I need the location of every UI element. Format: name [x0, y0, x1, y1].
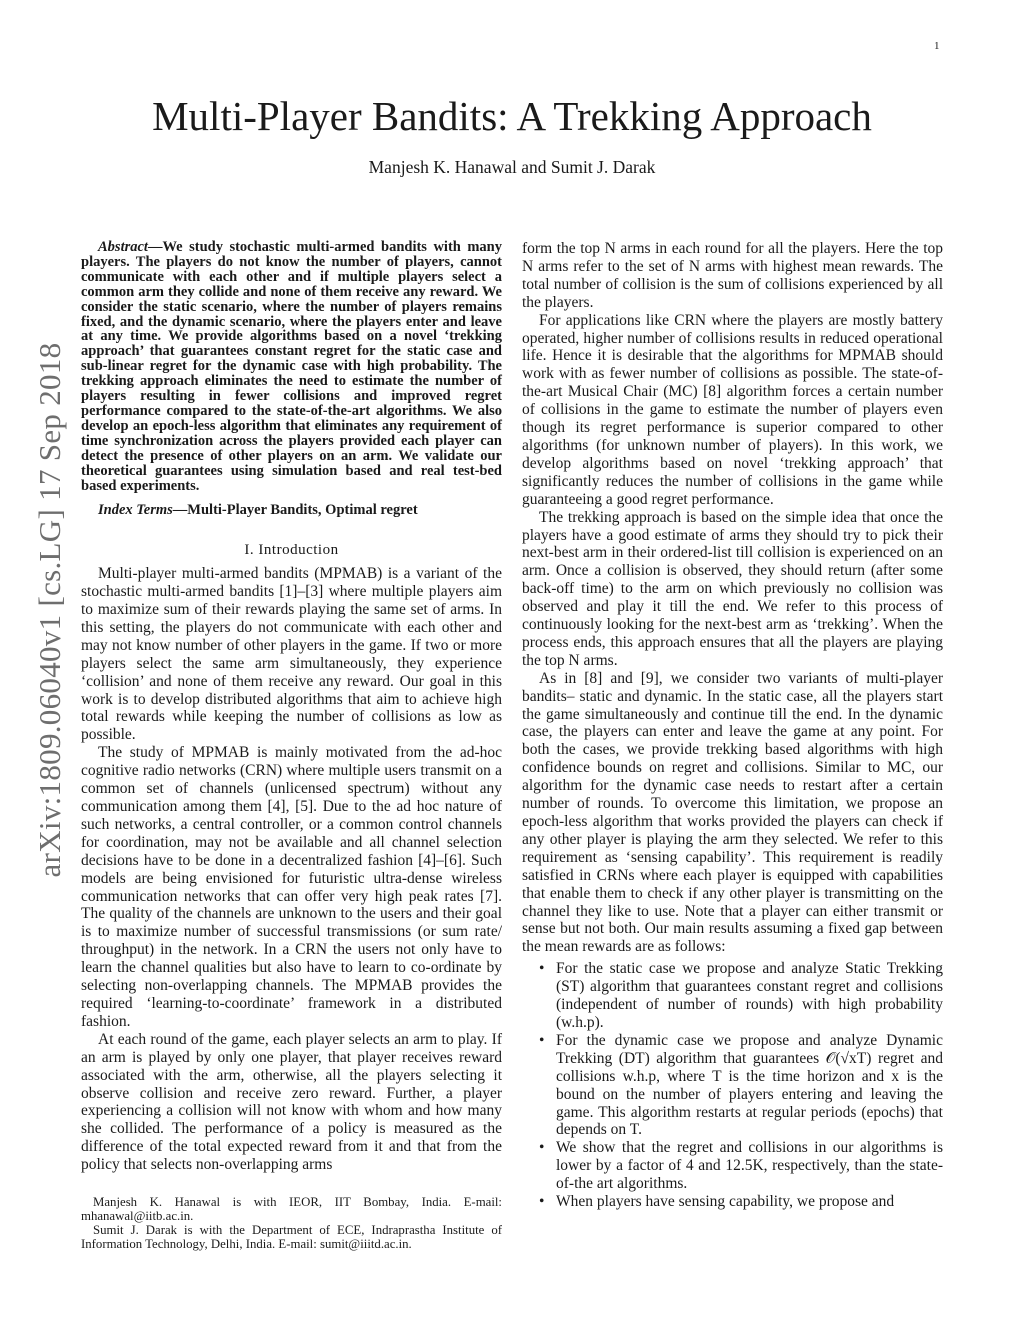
intro-paragraph: The study of MPMAB is mainly motivated from the ad-hoc cognitive radio networks (CRN) where multiple users transmit on a common set of channels (unlicensed spectrum) without any communication among them [4], [5]. Due to the ad hoc nature of such networks, a central controller, or a common control channels for coordination, may not be available and all channel selection decisions have to be done in a decentralized fashion [4]–[6]. Such models are being envisioned for futuristic ultra-dense wireless communication networks that can offer very high peak rates [7]. The quality of the channels are unknown to the users and their goal is to maximize number of successful transmissions (or sum rate/ throughput) in the network. In a CRN the users not only have to learn the channel qualities but also have to learn to co-ordinate by selecting non-overlapping channels. The MPMAB provides the required ‘learning-to-coordinate’ framework in a distributed fashion.	[81, 744, 502, 1030]
main-results-list	[522, 960, 943, 1211]
right-column	[522, 240, 943, 1211]
page-number: 1	[934, 40, 940, 52]
footnote-hanawal: Manjesh K. Hanawal is with IEOR, IIT Bombay, India. E-mail: mhanawal@iitb.ac.in.	[81, 1195, 502, 1223]
abstract-label: Abstract	[98, 239, 148, 255]
arxiv-identifier-stamp: arXiv:1809.06040v1 [cs.LG] 17 Sep 2018	[32, 342, 67, 878]
body-paragraph: As in [8] and [9], we consider two variants of multi-player bandits– static and dynamic. In the static case, all the players start the game simultaneously and continue till the end. In the dynamic case, the players can enter and leave the game at any point. For both the cases, we provide trekking based algorithms with high confidence bounds on regret and collisions. Similar to MC, our algorithm for the dynamic case needs to restart after a certain number of rounds. To overcome this limitation, we propose an epoch-less algorithm that works provided the players can check if any other player is playing the arm they selected. We refer to this requirement as ‘sensing capability’. This requirement is readily satisfied in CRNs where each player is equipped with capabilities that enable them to check if any other player is transmitting on the channel they like to use. Note that a player can either transmit or sense but not both. Our main results assuming a fixed gap between the mean rewards are as follows:	[522, 669, 943, 956]
result-text: For the dynamic case we propose and analyze Dynamic Trekking (DT) algorithm that guarantees 𝒪(√xT) regret and collisions w.h.p, where T is the time horizon and x is the bound on the number of players entering and leaving the game. This algorithm restarts at regular periods (epochs) that depends on T.	[556, 1031, 943, 1139]
paper-title: Multi-Player Bandits: A Trekking Approach	[152, 93, 872, 139]
index-terms-label: Index Terms	[98, 502, 173, 519]
index-terms	[81, 502, 502, 520]
intro-paragraph: Multi-player multi-armed bandits (MPMAB) is a variant of the stochastic multi-armed bandits [1]–[3] where multiple players aim to maximize sum of their rewards playing the same set of arms. In this setting, the players do not communicate with each other and may not know number of other players in the game. If two or more players select the same arm simultaneously, they experience ‘collision’ and none of them receive any reward. Our goal in this work is to develop distributed algorithms that aim to achieve high total rewards while keeping the number of collisions as low as possible.	[81, 565, 502, 744]
author-list: Manjesh K. Hanawal and Sumit J. Darak	[368, 157, 656, 177]
left-column	[81, 240, 502, 1174]
body-paragraph: The trekking approach is based on the simple idea that once the players have a good estimate of arms they should try to pick their next-best arm in their ordered-list till collision is experienced on an arm. Once a collision is observed, they should return (after some back-off time) to the arm on which previously no collision was observed and play it till the end. We refer to this process of continuously looking for the next-best arm as ‘trekking’. When the process ends, this approach ensures that all the players are playing the top N arms.	[522, 508, 943, 669]
footnote-darak: Sumit J. Darak is with the Department of ECE, Indraprastha Institute of Information Technology, Delhi, India. E-mail: sumit@iiitd.ac.in.	[81, 1223, 502, 1251]
result-item	[522, 1193, 943, 1211]
result-text: For the static case we propose and analyze Static Trekking (ST) algorithm that guarantees constant regret and collisions (independent of number of rounds) with high probability (w.h.p).	[556, 960, 943, 1031]
bullet-icon: •	[539, 1193, 545, 1211]
body-paragraph: form the top N arms in each round for all the players. Here the top N arms refer to the set of N arms with highest mean rewards. The total number of collision is the sum of collisions experienced by all the players.	[522, 240, 943, 311]
footnotes	[81, 1195, 502, 1251]
result-item	[522, 1139, 943, 1193]
section-heading-introduction: I. Introduction	[244, 542, 339, 559]
bullet-icon: •	[539, 1139, 545, 1157]
abstract	[81, 240, 502, 493]
result-item	[522, 960, 943, 1032]
intro-paragraph: At each round of the game, each player selects an arm to play. If an arm is played by only one player, that player receives reward associated with the arm, otherwise, all the players selecting it observe collision and receive zero reward. Further, a player experiencing a collision will not know with whom and how many she collided. The performance of a policy is measured as the difference of the total expected reward from it and that from the policy that selects non-overlapping arms	[81, 1030, 502, 1174]
abstract-text: —We study stochastic multi-armed bandits with many players. The players do not know the number of players, cannot communicate with each other and if multiple players select a common arm they collide and none of them receive any reward. We consider the static scenario, where the number of players remains fixed, and the dynamic scenario, where the players enter and leave at any time. We provide algorithms based on a novel ‘trekking approach’ that guarantees constant regret for the static case and sub-linear regret for the dynamic case with high probability. The trekking approach eliminates the need to estimate the number of players resulting in fewer collisions and improved regret performance compared to the state-of-the-art algorithms. We also develop an epoch-less algorithm that eliminates any requirement of time synchronization across the players provided each player can detect the presence of other players on an arm. We validate our theoretical guarantees using simulation based and real test-bed based experiments.	[81, 239, 502, 494]
index-terms-text: —Multi-Player Bandits, Optimal regret	[172, 502, 418, 519]
result-text: When players have sensing capability, we propose and	[556, 1193, 895, 1211]
body-paragraph: For applications like CRN where the players are mostly battery operated, higher number of collisions results in reduced operational life. Hence it is desirable that the algorithms for MPMAB should work with as fewer number of collisions as possible. The state-of-the-art Musical Chair (MC) [8] algorithm forces a certain number of collisions in the game to estimate the number of players even though its regret performance is superior compared to other algorithms (for unknown number of players). In this work, we develop algorithms based on novel ‘trekking approach’ that significantly reduces the number of collisions in the game while guaranteeing a good regret performance.	[522, 311, 943, 508]
result-item	[522, 1032, 943, 1139]
result-text: We show that the regret and collisions in our algorithms is lower by a factor of 4 and 12.5K, respectively, than the state-of-the art algorithms.	[556, 1139, 943, 1193]
bullet-icon: •	[539, 1031, 545, 1049]
bullet-icon: •	[539, 960, 545, 978]
